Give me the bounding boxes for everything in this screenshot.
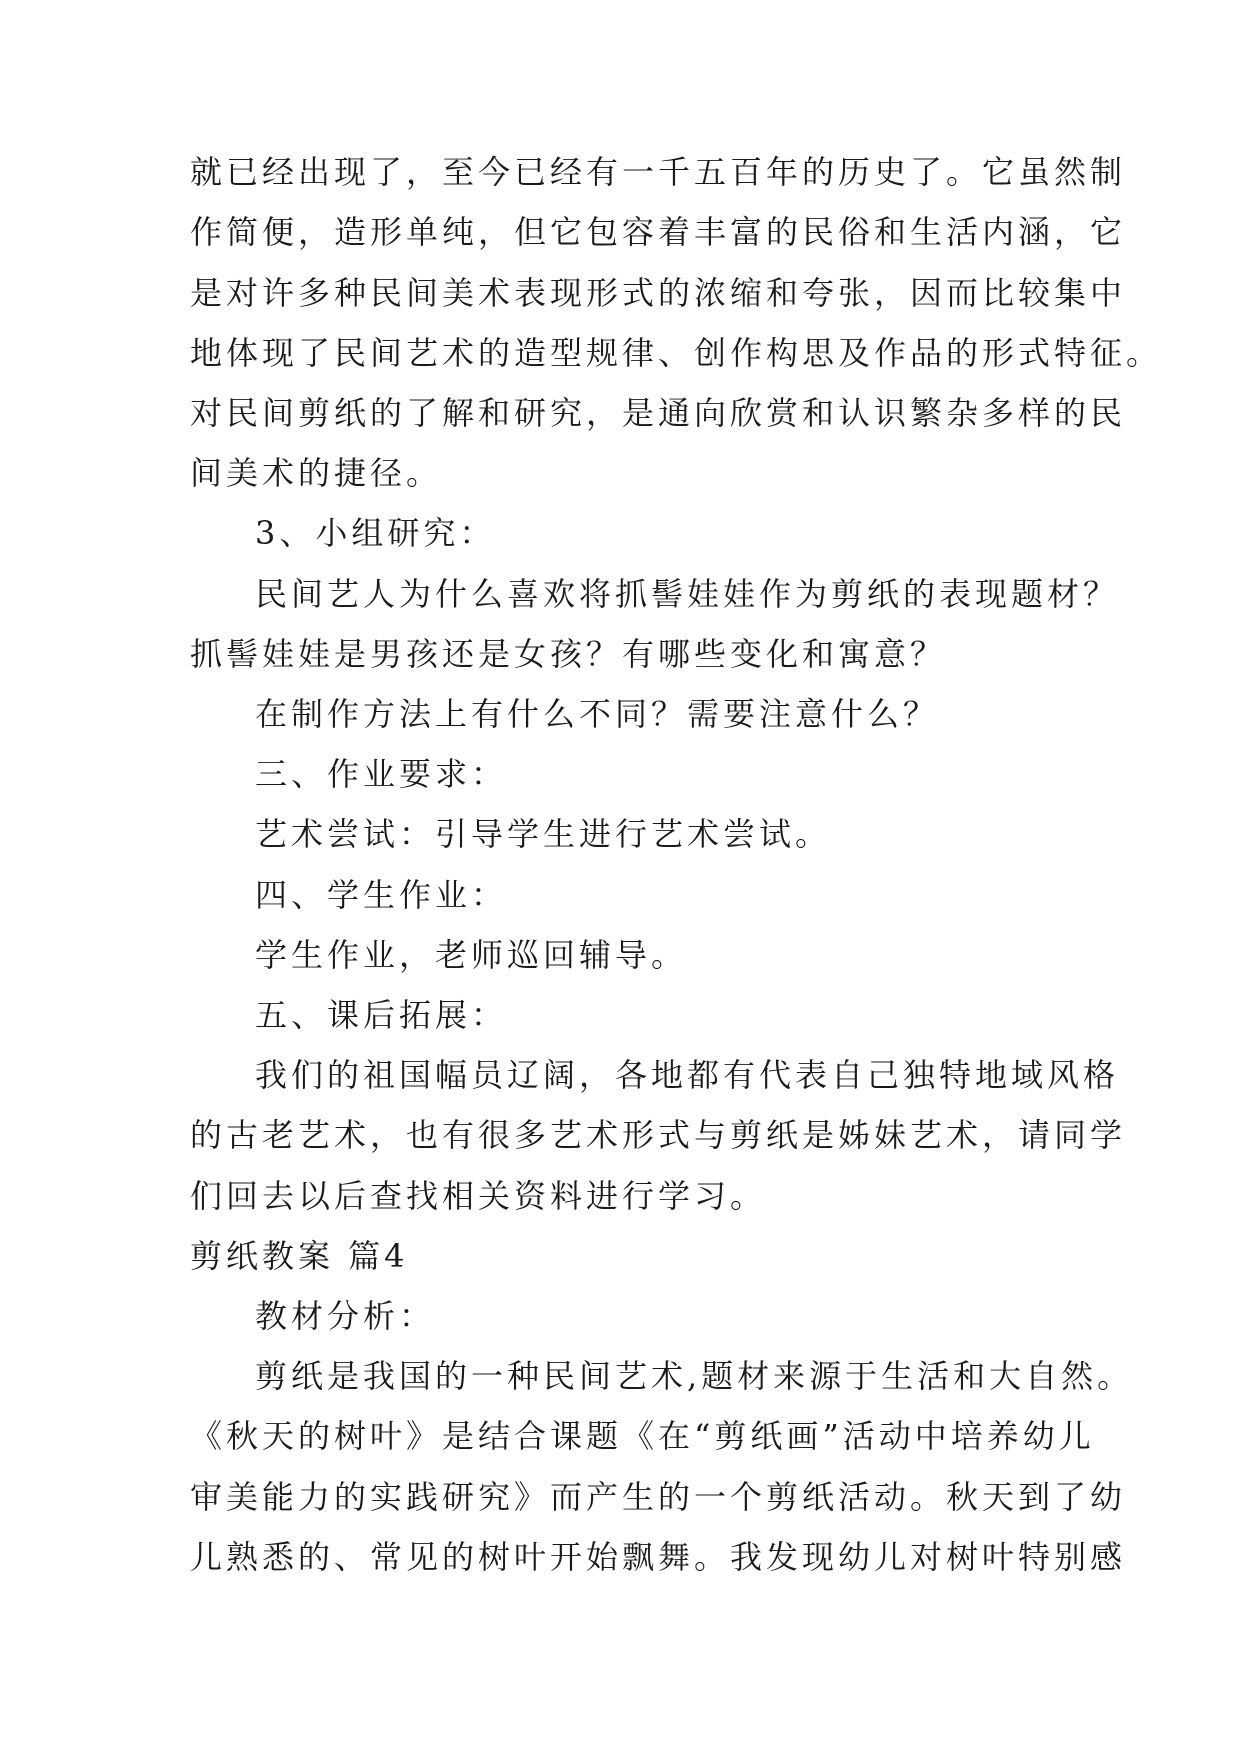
paragraph-line: 儿熟悉的、常见的树叶开始飘舞。我发现幼儿对树叶特别感 [190, 1538, 1127, 1576]
paragraph-line: 在制作方法上有什么不同？需要注意什么？ [255, 695, 940, 733]
section-heading: 3、小组研究： [255, 514, 496, 552]
paragraph-line: 审美能力的实践研究》而产生的一个剪纸活动。秋天到了幼 [190, 1478, 1127, 1516]
chapter-title: 剪纸教案 篇4 [190, 1237, 409, 1275]
paragraph-line: 间美术的捷径。 [190, 454, 443, 492]
paragraph-line: 我们的祖国幅员辽阔，各地都有代表自己独特地域风格 [255, 1056, 1120, 1094]
paragraph-line: 学生作业，老师巡回辅导。 [255, 936, 688, 974]
section-heading: 三、作业要求： [255, 755, 508, 793]
section-heading: 教材分析： [255, 1297, 436, 1335]
paragraph-line: 对民间剪纸的了解和研究，是通向欣赏和认识繁杂多样的民 [190, 394, 1127, 432]
paragraph-line: 们回去以后查找相关资料进行学习。 [190, 1177, 767, 1215]
section-heading: 四、学生作业： [255, 876, 508, 914]
paragraph-line: 作简便，造形单纯，但它包容着丰富的民俗和生活内涵，它 [190, 213, 1127, 251]
paragraph-line: 《秋天的树叶》是结合课题《在“剪纸画”活动中培养幼儿 [190, 1417, 1095, 1455]
paragraph-line: 是对许多种民间美术表现形式的浓缩和夸张，因而比较集中 [190, 274, 1127, 312]
paragraph-line: 的古老艺术，也有很多艺术形式与剪纸是姊妹艺术，请同学 [190, 1116, 1127, 1154]
paragraph-line: 艺术尝试：引导学生进行艺术尝试。 [255, 815, 832, 853]
paragraph-line: 民间艺人为什么喜欢将抓髻娃娃作为剪纸的表现题材？ [255, 575, 1120, 613]
section-heading: 五、课后拓展： [255, 996, 508, 1034]
paragraph-line: 抓髻娃娃是男孩还是女孩？有哪些变化和寓意？ [190, 635, 947, 673]
paragraph-line: 剪纸是我国的一种民间艺术,题材来源于生活和大自然。 [255, 1357, 1134, 1395]
paragraph-line: 地体现了民间艺术的造型规律、创作构思及作品的形式特征。 [190, 334, 1163, 372]
paragraph-line: 就已经出现了，至今已经有一千五百年的历史了。它虽然制 [190, 153, 1127, 191]
